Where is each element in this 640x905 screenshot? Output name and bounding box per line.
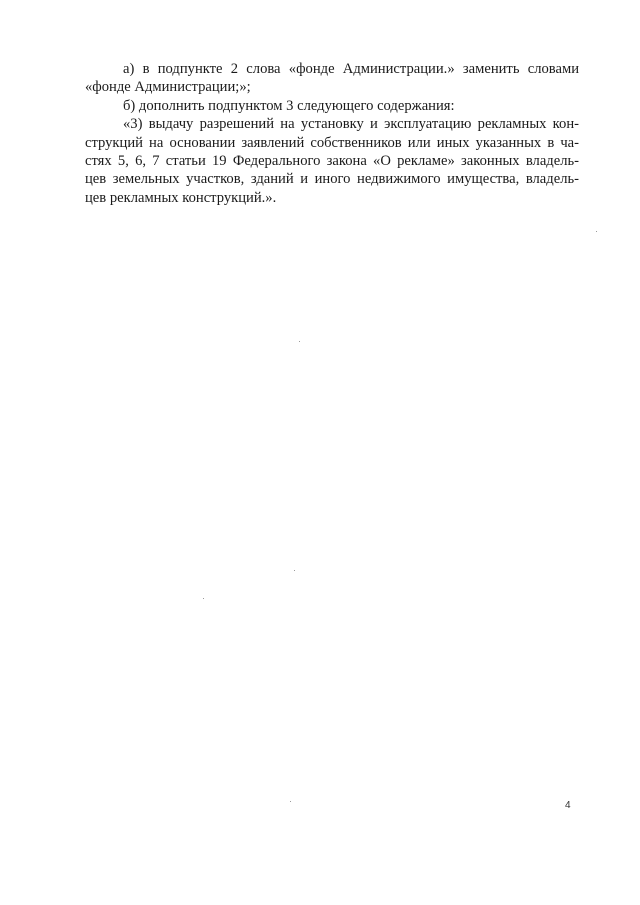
text-line: цев земельных участков, зданий и иного недвижимого имущества, владель- [85,171,579,188]
text-line: «фонде Администрации;»; [85,79,251,96]
text-line: «3) выдачу разрешений на установку и эксплуатацию рекламных кон- [123,116,579,133]
text-line: цев рекламных конструкций.». [85,189,277,206]
scan-speck [299,341,300,342]
scan-speck [294,570,295,571]
scan-speck [596,231,597,232]
document-body [85,60,579,207]
scan-speck [290,801,291,802]
text-line: б) дополнить подпунктом 3 следующего содержания: [123,97,455,114]
scan-speck [203,598,204,599]
text-line: а) в подпункте 2 слова «фонде Администрации.» заменить словами [123,61,579,77]
page-number: 4 [565,800,571,811]
text-line: струкций на основании заявлений собственников или иных указанных в ча- [85,134,579,151]
text-line: стях 5, 6, 7 статьи 19 Федерального закона «О рекламе» законных владель- [85,153,579,170]
